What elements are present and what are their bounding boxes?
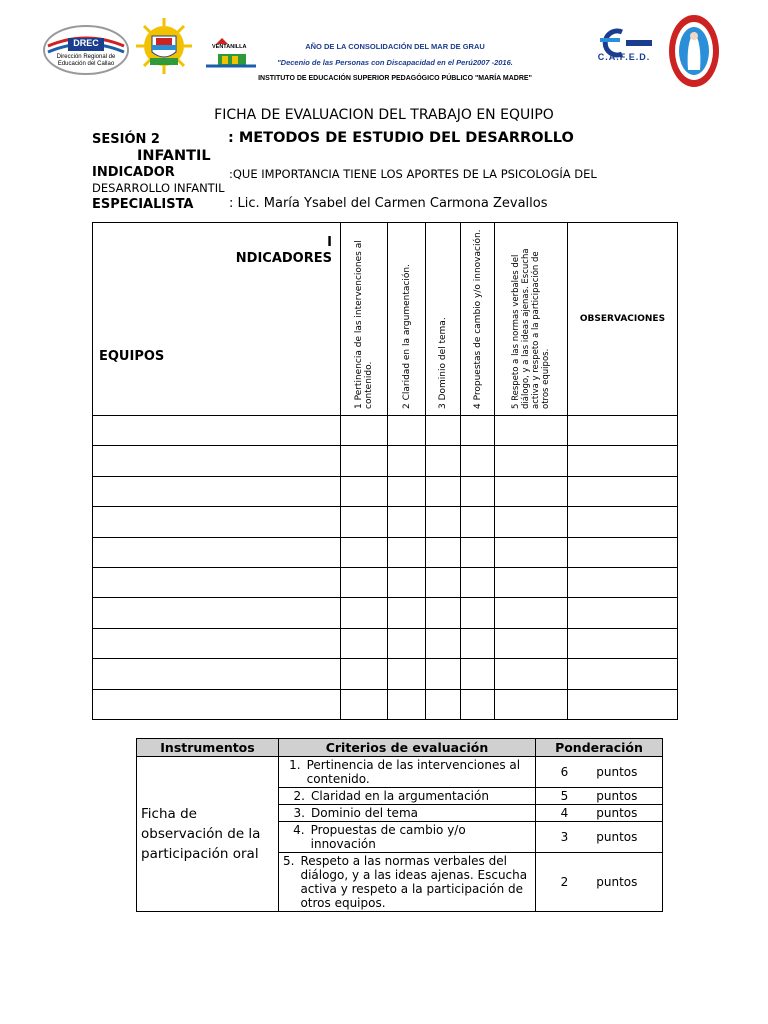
- criteria-header: Criterios de evaluación: [279, 739, 536, 757]
- weight-unit: puntos: [596, 789, 638, 803]
- header-institute-line: INSTITUTO DE EDUCACIÓN SUPERIOR PEDAGÓGICO PÚBLICO "MARÍA MADRE": [258, 75, 532, 82]
- criterion-number: 1.: [289, 758, 301, 772]
- header-year-line: AÑO DE LA CONSOLIDACIÓN DEL MAR DE GRAU: [305, 42, 485, 51]
- observation-cell[interactable]: [568, 537, 678, 567]
- criterion-3-header: 3 Dominio del tema.: [438, 317, 448, 409]
- score-cell[interactable]: [461, 689, 495, 719]
- weight-cell: [536, 822, 663, 853]
- criterion-4-header: 4 Propuestas de cambio y/o innovación.: [472, 229, 483, 409]
- observation-cell[interactable]: [568, 628, 678, 658]
- score-cell[interactable]: [461, 628, 495, 658]
- drec-logo-sub2: Educación del Callao: [57, 61, 115, 67]
- score-cell[interactable]: [461, 537, 495, 567]
- weight-cell: [536, 757, 663, 788]
- cafed-logo-text: C.A.F.E.D.: [597, 52, 651, 62]
- criterion-number: 5.: [283, 854, 295, 868]
- evaluation-header-row: [93, 223, 678, 416]
- observation-cell[interactable]: [568, 416, 678, 446]
- observation-cell[interactable]: [568, 598, 678, 628]
- criteria-row-1: [137, 757, 663, 788]
- criterion-text: Claridad en la argumentación: [311, 789, 489, 803]
- score-cell[interactable]: [341, 689, 388, 719]
- team-cell[interactable]: [93, 476, 341, 506]
- score-cell[interactable]: [461, 476, 495, 506]
- table-row: [93, 507, 678, 537]
- evaluation-table: [92, 222, 678, 720]
- criterion-cell: [279, 757, 536, 788]
- team-cell[interactable]: [93, 507, 341, 537]
- score-cell[interactable]: [426, 476, 461, 506]
- table-row: [93, 476, 678, 506]
- criterion-number: 2.: [293, 789, 305, 803]
- table-row: [93, 416, 678, 446]
- criterion-col-4: [461, 223, 495, 416]
- team-cell[interactable]: [93, 446, 341, 476]
- score-cell[interactable]: [388, 659, 426, 689]
- score-cell[interactable]: [341, 416, 388, 446]
- score-cell[interactable]: [495, 537, 568, 567]
- team-cell[interactable]: [93, 537, 341, 567]
- score-cell[interactable]: [426, 537, 461, 567]
- drec-logo: [42, 24, 130, 76]
- criterion-cell: [279, 822, 536, 853]
- criterion-cell: [279, 853, 536, 912]
- criterion-col-2: [388, 223, 426, 416]
- instruments-header: Instrumentos: [137, 739, 279, 757]
- score-cell[interactable]: [341, 476, 388, 506]
- score-cell[interactable]: [388, 446, 426, 476]
- score-cell[interactable]: [426, 598, 461, 628]
- score-cell[interactable]: [388, 628, 426, 658]
- score-cell[interactable]: [461, 416, 495, 446]
- criterion-text: Respeto a las normas verbales del diálogo, y a las ideas ajenas. Escucha activa y respeto a la participación de otros equipos.: [300, 854, 528, 910]
- weight-cell: [536, 788, 663, 805]
- table-row: [93, 567, 678, 597]
- weight-unit: puntos: [596, 806, 638, 820]
- weight-points: 6: [560, 765, 569, 779]
- observation-cell[interactable]: [568, 659, 678, 689]
- teams-label: EQUIPOS: [99, 349, 165, 364]
- team-cell[interactable]: [93, 598, 341, 628]
- table-row: [93, 659, 678, 689]
- weight-unit: puntos: [596, 830, 638, 844]
- score-cell[interactable]: [495, 507, 568, 537]
- criterion-col-1: [341, 223, 388, 416]
- session-label: SESIÓN 2: [92, 132, 160, 147]
- score-cell[interactable]: [461, 659, 495, 689]
- criterion-1-header: 1 Pertinencia de las intervenciones al contenido.: [354, 240, 374, 409]
- session-text-cont: INFANTIL: [137, 148, 211, 164]
- team-cell[interactable]: [93, 416, 341, 446]
- criterion-number: 3.: [293, 806, 305, 820]
- score-cell[interactable]: [495, 446, 568, 476]
- criterion-text: Dominio del tema: [311, 806, 418, 820]
- observation-cell[interactable]: [568, 476, 678, 506]
- cafed-logo: [582, 26, 666, 66]
- score-cell[interactable]: [388, 689, 426, 719]
- score-cell[interactable]: [426, 567, 461, 597]
- session-text: : METODOS DE ESTUDIO DEL DESARROLLO: [228, 130, 574, 146]
- score-cell[interactable]: [495, 598, 568, 628]
- weight-unit: puntos: [596, 875, 638, 889]
- score-cell[interactable]: [495, 416, 568, 446]
- score-cell[interactable]: [461, 567, 495, 597]
- score-cell[interactable]: [426, 507, 461, 537]
- score-cell[interactable]: [426, 446, 461, 476]
- score-cell[interactable]: [495, 628, 568, 658]
- indicator-text-cont: DESARROLLO INFANTIL: [92, 181, 225, 195]
- criteria-header-row: [137, 739, 663, 757]
- table-row: [93, 537, 678, 567]
- drec-logo-sub1: Dirección Regional de: [56, 54, 116, 60]
- drec-logo-text: DREC: [73, 38, 99, 48]
- score-cell[interactable]: [341, 628, 388, 658]
- team-cell[interactable]: [93, 628, 341, 658]
- weight-points: 4: [560, 806, 569, 820]
- specialist-text: : Lic. María Ysabel del Carmen Carmona Zevallos: [229, 196, 548, 211]
- header-decade-line: "Decenio de las Personas con Discapacidad en el Perú2007 -2016.: [277, 58, 513, 67]
- criterion-col-5: [495, 223, 568, 416]
- table-row: [93, 689, 678, 719]
- score-cell[interactable]: [426, 628, 461, 658]
- score-cell[interactable]: [495, 567, 568, 597]
- table-row: [93, 598, 678, 628]
- score-cell[interactable]: [388, 416, 426, 446]
- observations-label: OBSERVACIONES: [579, 313, 666, 324]
- indicators-teams-cell: [93, 223, 341, 416]
- callao-emblem: [134, 16, 194, 76]
- indicators-label-i: I: [327, 235, 332, 250]
- ventanilla-logo-text: VENTANILLA: [212, 44, 247, 50]
- score-cell[interactable]: [426, 416, 461, 446]
- score-cell[interactable]: [341, 507, 388, 537]
- team-cell[interactable]: [93, 659, 341, 689]
- indicator-label: INDICADOR: [92, 165, 175, 180]
- criterion-text: Pertinencia de las intervenciones al contenido.: [306, 758, 521, 786]
- criterion-col-3: [426, 223, 461, 416]
- weighting-header: Ponderación: [536, 739, 663, 757]
- indicators-label: NDICADORES: [235, 251, 332, 266]
- criterion-cell: [279, 805, 536, 822]
- criterion-cell: [279, 788, 536, 805]
- indicator-text: :QUE IMPORTANCIA TIENE LOS APORTES DE LA PSICOLOGÍA DEL: [229, 167, 597, 181]
- score-cell[interactable]: [426, 689, 461, 719]
- team-cell[interactable]: [93, 567, 341, 597]
- score-cell[interactable]: [495, 689, 568, 719]
- score-cell[interactable]: [461, 446, 495, 476]
- table-row: [93, 628, 678, 658]
- score-cell[interactable]: [388, 567, 426, 597]
- weight-points: 3: [560, 830, 569, 844]
- score-cell[interactable]: [495, 659, 568, 689]
- score-cell[interactable]: [388, 507, 426, 537]
- score-cell[interactable]: [426, 659, 461, 689]
- observation-cell[interactable]: [568, 689, 678, 719]
- instrument-text: Ficha de observación de la participación oral: [141, 806, 261, 862]
- score-cell[interactable]: [388, 476, 426, 506]
- score-cell[interactable]: [341, 659, 388, 689]
- score-cell[interactable]: [495, 476, 568, 506]
- score-cell[interactable]: [461, 598, 495, 628]
- page-title: FICHA DE EVALUACION DEL TRABAJO EN EQUIPO: [214, 107, 554, 123]
- maria-madre-seal: [668, 14, 720, 88]
- instrument-cell: [137, 757, 279, 912]
- criterion-2-header: 2 Claridad en la argumentación.: [401, 264, 412, 409]
- score-cell[interactable]: [388, 598, 426, 628]
- score-cell[interactable]: [341, 598, 388, 628]
- weight-points: 5: [560, 789, 569, 803]
- score-cell[interactable]: [461, 507, 495, 537]
- score-cell[interactable]: [388, 537, 426, 567]
- observations-header: [568, 223, 678, 416]
- observation-cell[interactable]: [568, 446, 678, 476]
- table-row: [93, 446, 678, 476]
- criterion-number: 4.: [293, 823, 305, 837]
- observation-cell[interactable]: [568, 567, 678, 597]
- team-cell[interactable]: [93, 689, 341, 719]
- weight-cell: [536, 853, 663, 912]
- criterion-text: Propuestas de cambio y/o innovación: [310, 823, 466, 851]
- score-cell[interactable]: [341, 567, 388, 597]
- weight-cell: [536, 805, 663, 822]
- criterion-5-header: 5 Respeto a las normas verbales del diálogo, y a las ideas ajenas. Escucha activa y respeto a la participación de otros equipos.: [511, 248, 551, 409]
- observation-cell[interactable]: [568, 507, 678, 537]
- score-cell[interactable]: [341, 446, 388, 476]
- specialist-label: ESPECIALISTA: [92, 197, 194, 212]
- score-cell[interactable]: [341, 537, 388, 567]
- weight-points: 2: [560, 875, 569, 889]
- weight-unit: puntos: [596, 765, 638, 779]
- criteria-table: [136, 738, 663, 912]
